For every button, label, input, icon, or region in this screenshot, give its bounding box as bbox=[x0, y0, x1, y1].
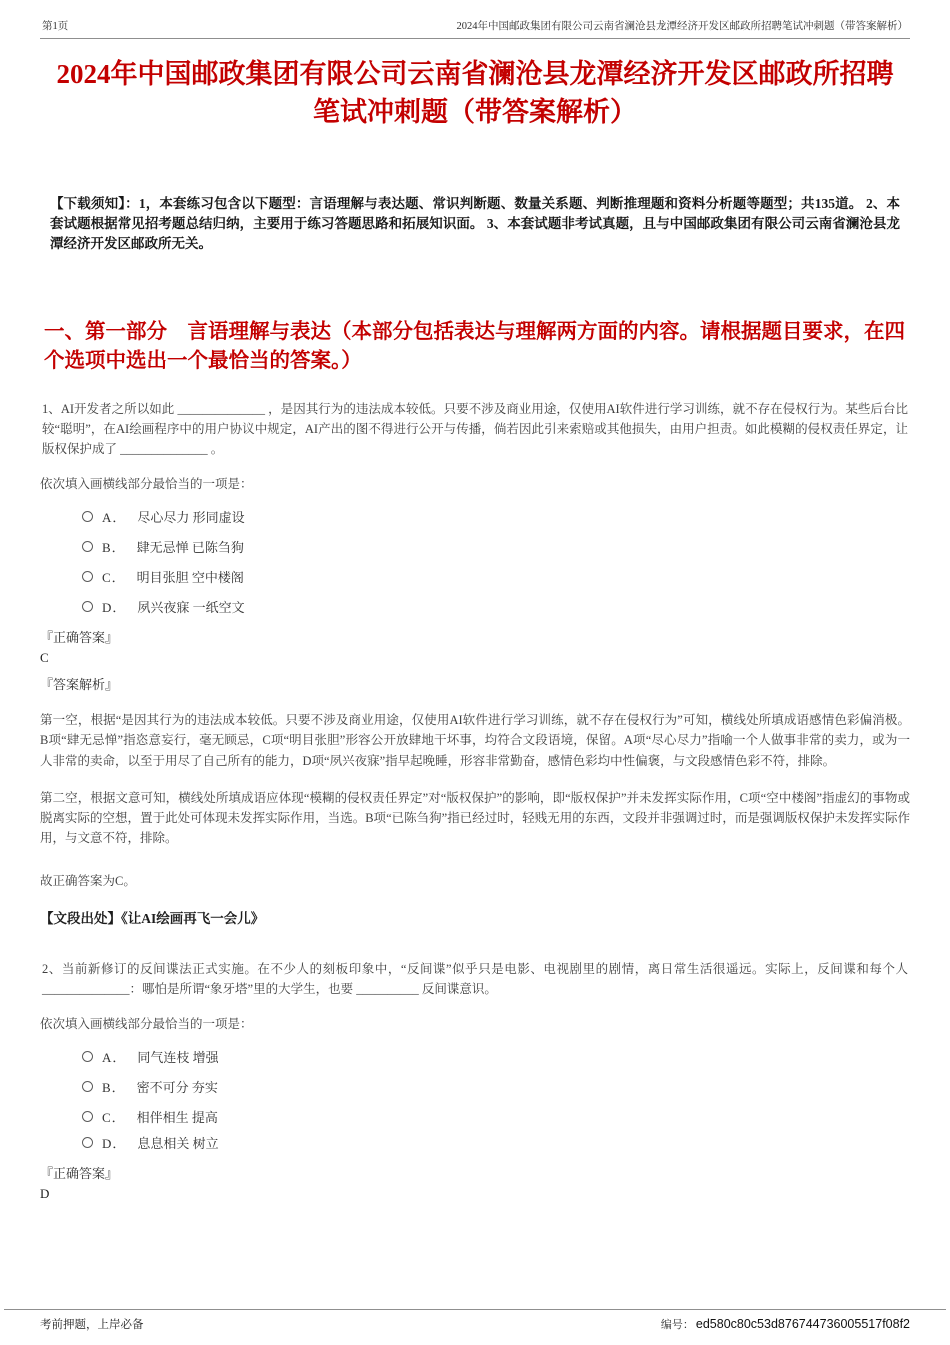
q2-option-a[interactable] bbox=[82, 1047, 910, 1066]
q1-option-d-radio[interactable] bbox=[82, 601, 93, 612]
q1-option-c-letter: C． bbox=[102, 570, 126, 585]
q2-option-a-letter: A． bbox=[102, 1049, 127, 1065]
question-2-prompt: 依次填入画横线部分最恰当的一项是： bbox=[40, 1016, 253, 1031]
download-notice: 【下载须知】：1，本套练习包含以下题型：言语理解与表达题、常识判断题、数量关系题、判断推理题和资料分析题等题型；共135道。 2、本套试题根据常见招考题总结归纳，主要用于练习答题思路和拓展知识面。 3、本套试题非考试真题，且与中国邮政集团有限公司云南省澜沧县龙潭经济开发区邮政所无关。 bbox=[50, 195, 900, 251]
q1-option-a-radio[interactable] bbox=[82, 511, 93, 522]
q2-option-c-radio[interactable] bbox=[82, 1111, 93, 1122]
q1-passage-source: 【文段出处】《让AI绘画再飞一会儿》 bbox=[40, 910, 265, 926]
footer-serial-label: 编号： bbox=[660, 1319, 694, 1331]
q1-analysis-paragraph-2: 第二空，根据文意可知，横线处所填成语应体现“模糊的侵权责任界定”对“版权保护”的影响，即“版权保护”并未发挥实际作用，C项“空中楼阁”指虚幻的事物或脱离实际的空想，置于此处可体现未发挥实际作用，当选。B项“已陈刍狗”指已经过时，轻贱无用的东西，文段并非强调过时，而是强调版权保护未发挥实际作用，与文意不符，排除。 bbox=[40, 790, 910, 846]
q2-option-d[interactable] bbox=[82, 1133, 910, 1152]
q2-option-b-text: 密不可分 夯实 bbox=[136, 1079, 218, 1095]
q2-option-b-letter: B． bbox=[102, 1079, 126, 1095]
question-1-prompt: 依次填入画横线部分最恰当的一项是： bbox=[40, 477, 253, 491]
q1-option-a-text: 尽心尽力 形同虚设 bbox=[137, 510, 245, 525]
q1-option-b-letter: B． bbox=[102, 540, 126, 555]
footer-serial bbox=[661, 1316, 910, 1332]
q1-correct-answer-value: C bbox=[40, 650, 49, 665]
question-1-options bbox=[82, 507, 910, 616]
q2-correct-answer-value: D bbox=[40, 1185, 50, 1201]
q2-option-a-text: 同气连枝 增强 bbox=[137, 1049, 219, 1065]
q1-correct-answer-label: 『正确答案』 bbox=[40, 630, 119, 645]
question-1-text: 1、AI开发者之所以如此 ______________ ，是因其行为的违法成本较低。只要不涉及商业用途，仅使用AI软件进行学习训练，就不存在侵权行为。某些后台比较“聪明”，在AI绘画程序中的用户协议中规定，AI产出的图不得进行公开与传播，倘若因此引来索赔或其他损失，由用户担责。如此模糊的侵权责任界定，让版权保护成了 ______________ 。 bbox=[42, 402, 908, 456]
page-header bbox=[40, 12, 910, 39]
q1-option-d[interactable] bbox=[82, 597, 910, 616]
footer-serial-value: ed580c80c53d876744736005517f08f2 bbox=[695, 1317, 910, 1331]
question-2-options bbox=[82, 1047, 910, 1152]
q2-option-d-letter: D． bbox=[102, 1135, 127, 1151]
q1-conclusion: 故正确答案为C。 bbox=[40, 873, 136, 888]
q1-option-d-text: 夙兴夜寐 一纸空文 bbox=[137, 600, 245, 615]
doc-title: 2024年中国邮政集团有限公司云南省澜沧县龙潭经济开发区邮政所招聘笔试冲刺题（带答案解析） bbox=[56, 59, 894, 128]
header-title: 2024年中国邮政集团有限公司云南省澜沧县龙潭经济开发区邮政所招聘笔试冲刺题（带答案解析） bbox=[456, 21, 908, 32]
q2-option-c[interactable] bbox=[82, 1107, 910, 1126]
question-2-text: 2、当前新修订的反间谍法正式实施。在不少人的刻板印象中，“反间谍”似乎只是电影、电视剧里的剧情，离日常生活很遥远。实际上，反间谍和每个人 ______________：哪怕是所谓“象牙塔”里的大学生，也要 __________ 反间谍意识。 bbox=[42, 961, 908, 996]
q2-option-c-text: 相伴相生 提高 bbox=[136, 1109, 218, 1125]
q1-option-c[interactable] bbox=[82, 567, 910, 586]
q1-option-b[interactable] bbox=[82, 537, 910, 556]
q1-option-c-text: 明目张胆 空中楼阁 bbox=[136, 570, 244, 585]
q2-option-d-radio[interactable] bbox=[82, 1137, 93, 1148]
q2-option-c-letter: C． bbox=[102, 1109, 126, 1125]
q1-analysis-paragraph-1: 第一空，根据“是因其行为的违法成本较低。只要不涉及商业用途，仅使用AI软件进行学习训练，就不存在侵权行为”可知，横线处所填成语感情色彩偏消极。B项“肆无忌惮”指恣意妄行，毫无顾忌，C项“明目张胆”形容公开放肆地干坏事，均符合文段语境，保留。A项“尽心尽力”指喻一个人做事非常的卖力，或为一人非常的卖命，以至于用尽了自己所有的能力，D项“夙兴夜寐”指早起晚睡，形容非常勤奋，感情色彩均中性偏褒，与文段感情色彩不符，排除。 bbox=[40, 713, 910, 768]
q2-option-b-radio[interactable] bbox=[82, 1081, 93, 1092]
q2-option-b[interactable] bbox=[82, 1077, 910, 1096]
q2-option-d-text: 息息相关 树立 bbox=[137, 1135, 219, 1151]
page-footer bbox=[4, 1309, 946, 1345]
q1-option-b-text: 肆无忌惮 已陈刍狗 bbox=[136, 540, 244, 555]
footer-slogan: 考前押题，上岸必备 bbox=[40, 1319, 144, 1331]
q1-option-c-radio[interactable] bbox=[82, 571, 93, 582]
q2-option-a-radio[interactable] bbox=[82, 1051, 93, 1062]
question-1 bbox=[40, 399, 910, 927]
q1-analysis-label: 『答案解析』 bbox=[40, 677, 119, 692]
q1-option-b-radio[interactable] bbox=[82, 541, 93, 552]
q1-option-a[interactable] bbox=[82, 507, 910, 526]
q1-option-a-letter: A． bbox=[102, 510, 127, 525]
q1-option-d-letter: D． bbox=[102, 600, 127, 615]
q2-correct-answer-label: 『正确答案』 bbox=[40, 1165, 119, 1181]
question-2 bbox=[40, 959, 910, 1202]
section-heading: 一、第一部分 言语理解与表达（本部分包括表达与理解两方面的内容。请根据题目要求，在四个选项中选出一个最恰当的答案。） bbox=[44, 320, 905, 373]
page-number: 第1页 bbox=[42, 21, 69, 32]
